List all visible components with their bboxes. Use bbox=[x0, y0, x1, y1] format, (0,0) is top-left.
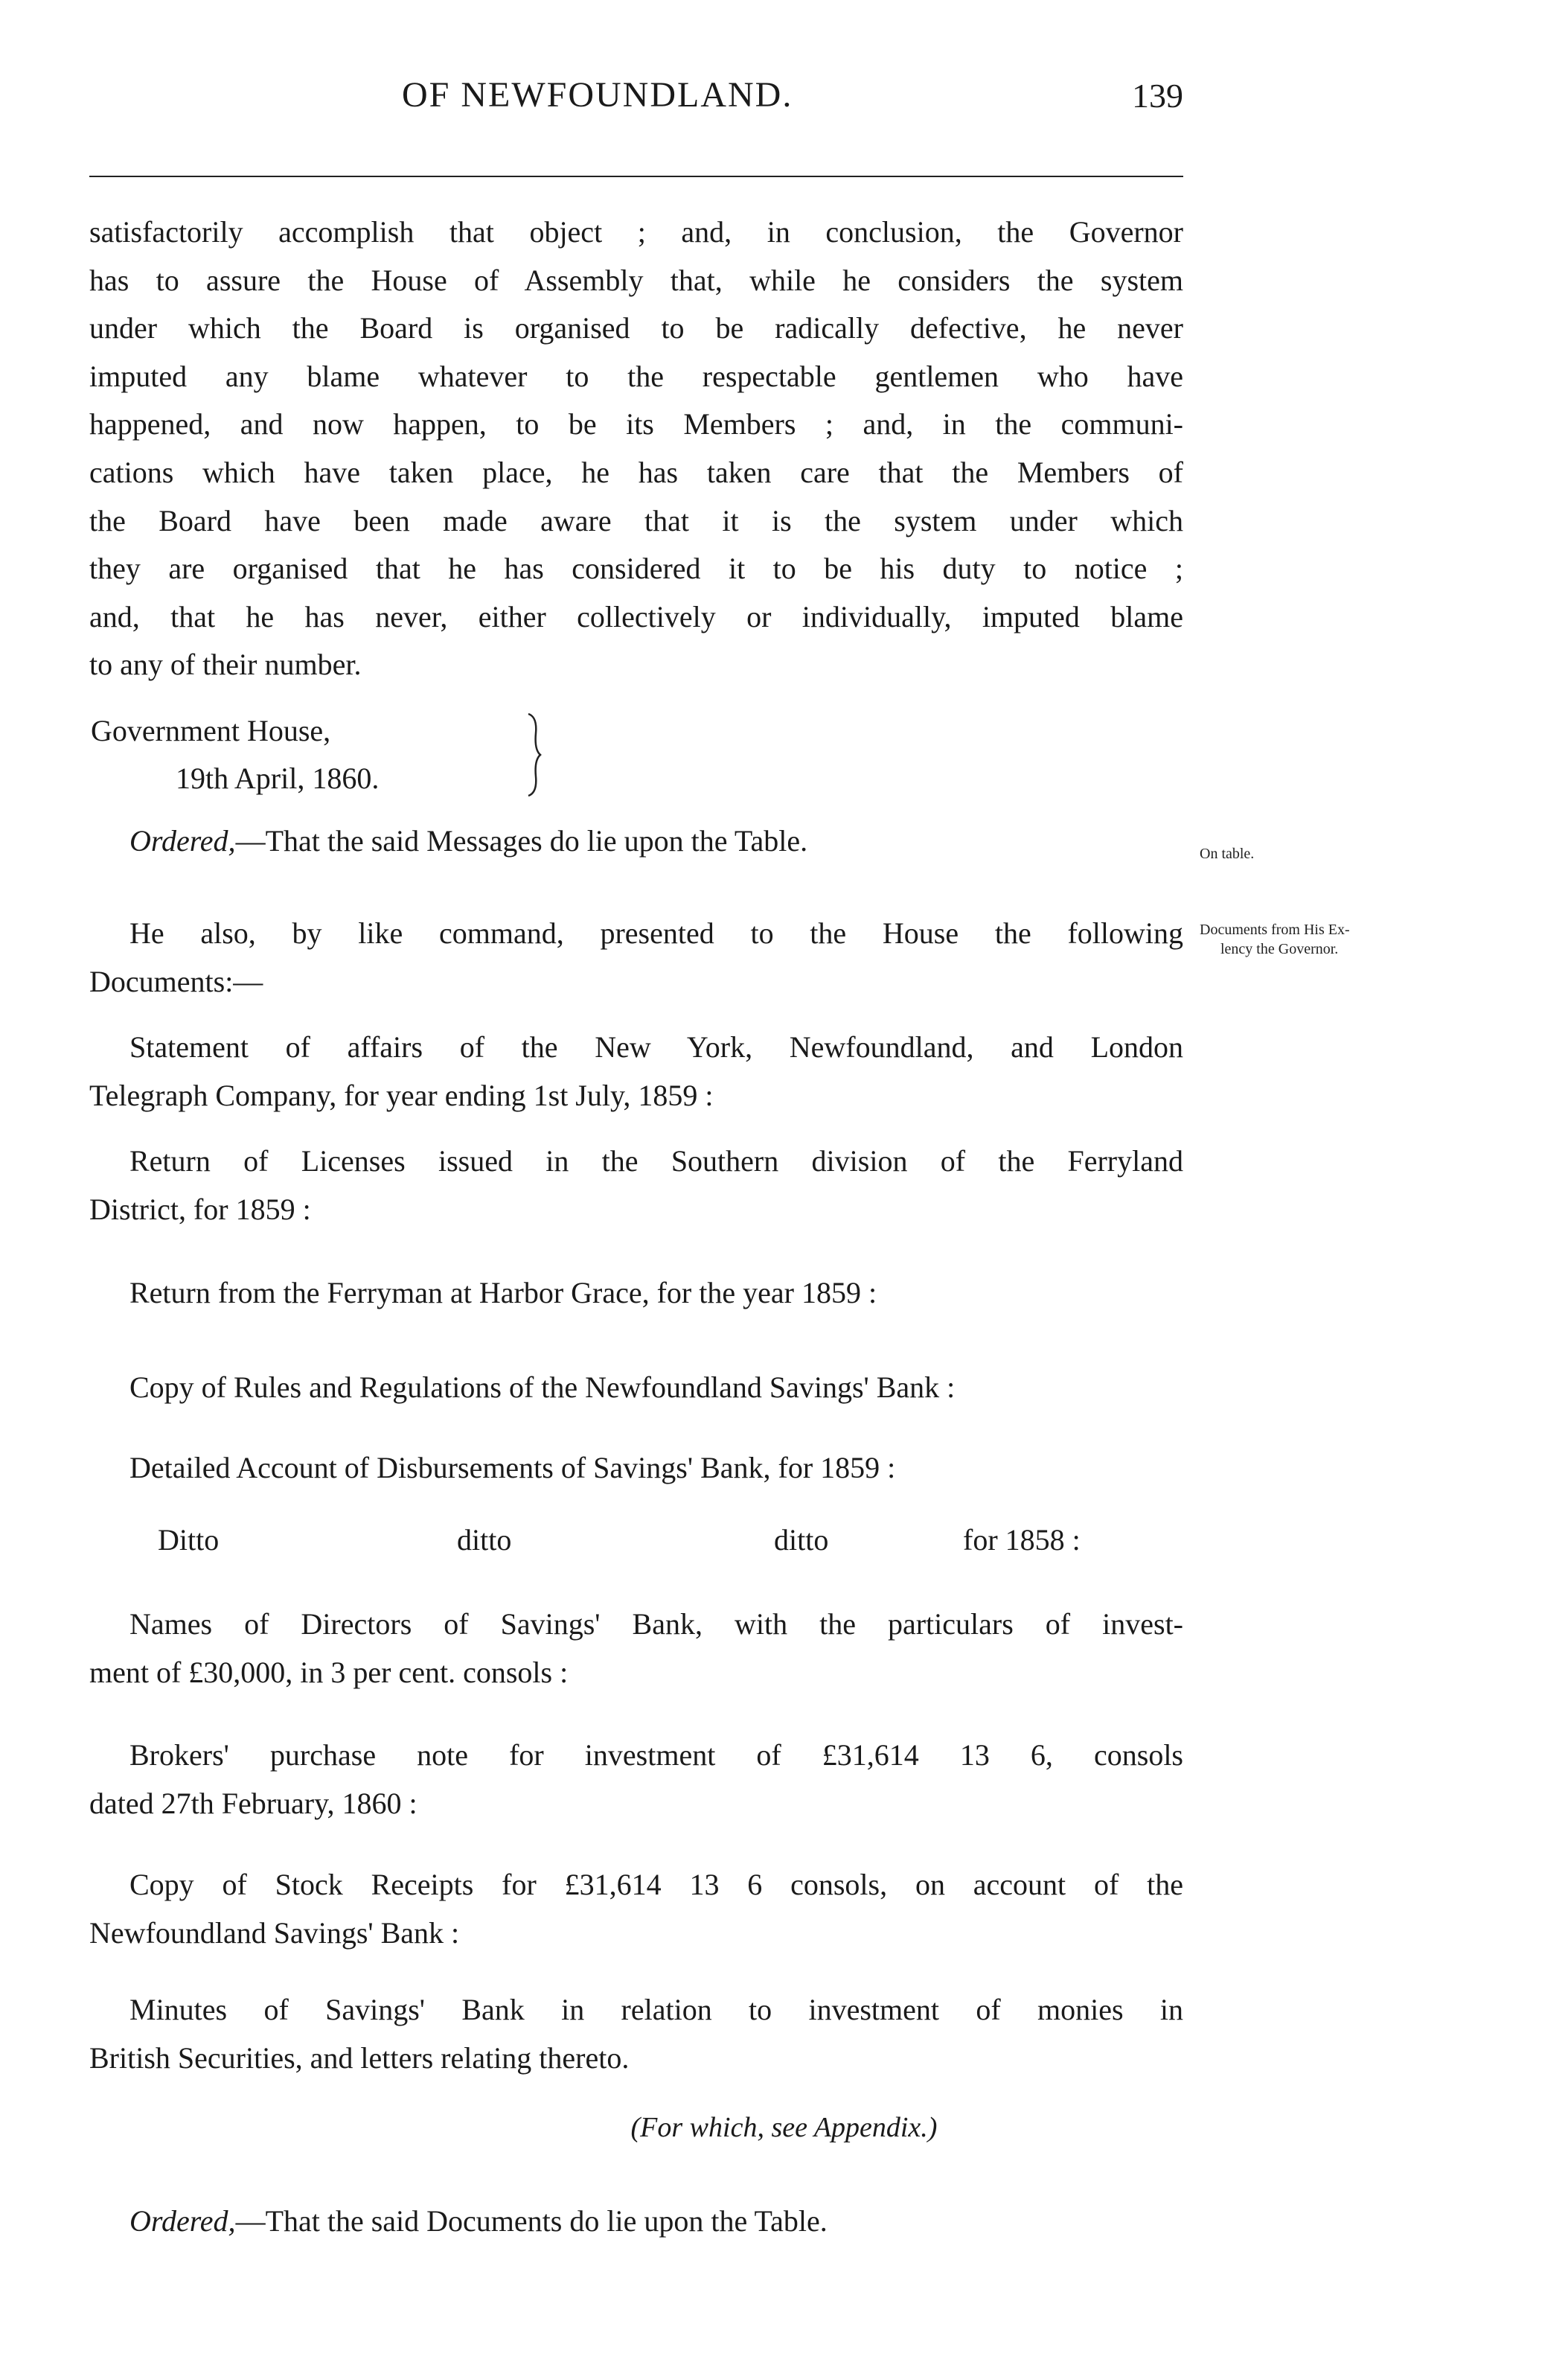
paragraph-line: has to assure the House of Assembly that, while he considers the system bbox=[89, 263, 1183, 297]
paragraph-line: Names of Directors of Savings' Bank, with the particulars of invest- bbox=[129, 1607, 1183, 1641]
ordered-documents bbox=[89, 2198, 1223, 2246]
paragraph-line: dated 27th February, 1860 : bbox=[89, 1786, 417, 1820]
ordered-messages bbox=[89, 817, 1223, 866]
paragraph-line: Copy of Rules and Regulations of the Newfoundland Savings' Bank : bbox=[129, 1370, 956, 1404]
running-title: OF NEWFOUNDLAND. bbox=[402, 75, 793, 115]
document-item bbox=[89, 1986, 1183, 2082]
paragraph-line: Copy of Stock Receipts for £31,614 13 6 consols, on account of the bbox=[129, 1868, 1183, 1901]
paragraph-line: Brokers' purchase note for investment of £31,614 13 6, consols bbox=[129, 1738, 1183, 1772]
presented-paragraph bbox=[89, 910, 1183, 1006]
paragraph-line: the Board have been made aware that it is the system under which bbox=[89, 503, 1183, 537]
paragraph-line: District, for 1859 : bbox=[89, 1192, 311, 1226]
signature-date: 19th April, 1860. bbox=[176, 762, 380, 795]
opening-paragraph bbox=[89, 208, 1183, 689]
paragraph-line: to any of their number. bbox=[89, 648, 362, 682]
document-item bbox=[89, 1269, 1183, 1318]
document-item bbox=[89, 1732, 1183, 1828]
brace-glyph bbox=[525, 711, 543, 799]
margin-note-line: Documents from His Ex- bbox=[1200, 922, 1350, 938]
paragraph-line: ment of £30,000, in 3 per cent. consols : bbox=[89, 1655, 569, 1689]
ditto-cell: Ditto bbox=[158, 1523, 220, 1557]
paragraph-line: Detailed Account of Disbursements of Savings' Bank, for 1859 : bbox=[129, 1451, 896, 1484]
ditto-cell: for 1858 : bbox=[963, 1523, 1081, 1557]
ditto-row bbox=[129, 1522, 1171, 1570]
document-item bbox=[89, 1861, 1183, 1957]
signature-place: Government House, bbox=[91, 714, 331, 747]
page-number: 139 bbox=[1132, 77, 1183, 115]
header-rule bbox=[89, 176, 1183, 177]
paragraph-line: imputed any blame whatever to the respectable gentlemen who have bbox=[89, 359, 1183, 393]
document-item bbox=[89, 1600, 1183, 1697]
ordered-label: Ordered, bbox=[129, 824, 236, 858]
paragraph-line: Minutes of Savings' Bank in relation to investment of monies in bbox=[129, 1993, 1183, 2026]
running-header bbox=[89, 74, 1183, 134]
paragraph-line: Return from the Ferryman at Harbor Grace, for the year 1859 : bbox=[129, 1276, 877, 1309]
paragraph-line: cations which have taken place, he has taken care that the Members of bbox=[89, 455, 1183, 489]
paragraph-line: happened, and now happen, to be its Members ; and, in the communi- bbox=[89, 407, 1183, 441]
paragraph-line: satisfactorily accomplish that object ; and, in conclusion, the Governor bbox=[89, 215, 1183, 249]
margin-note-line: lency the Governor. bbox=[1220, 941, 1339, 957]
signature-block bbox=[91, 707, 379, 802]
paragraph-line: they are organised that he has considered it to be his duty to notice ; bbox=[89, 552, 1183, 586]
ditto-cell: ditto bbox=[774, 1523, 829, 1557]
paragraph-line: Documents:— bbox=[89, 964, 263, 998]
paragraph-line: Return of Licenses issued in the Southern division of the Ferryland bbox=[129, 1144, 1183, 1178]
paragraph-line: Newfoundland Savings' Bank : bbox=[89, 1915, 460, 1950]
paragraph-line: and, that he has never, either collectively or individually, imputed blame bbox=[89, 599, 1183, 633]
margin-note-on-table: On table. bbox=[1200, 846, 1255, 862]
ordered-label: Ordered, bbox=[129, 2204, 236, 2238]
ditto-cell: ditto bbox=[457, 1523, 512, 1557]
paragraph-line: Telegraph Company, for year ending 1st July, 1859 : bbox=[89, 1078, 714, 1112]
appendix-note: (For which, see Appendix.) bbox=[630, 2112, 938, 2143]
paragraph-line: Statement of affairs of the New York, Newfoundland, and London bbox=[129, 1030, 1183, 1064]
margin-note-documents bbox=[1200, 920, 1468, 959]
paragraph-line: under which the Board is organised to be radically defective, he never bbox=[89, 311, 1183, 345]
document-item bbox=[89, 1444, 1183, 1493]
document-item bbox=[89, 1024, 1183, 1120]
ordered-text: —That the said Documents do lie upon the Table. bbox=[235, 2204, 828, 2238]
paragraph-line: British Securities, and letters relating thereto. bbox=[89, 2040, 630, 2075]
document-item bbox=[89, 1364, 1183, 1412]
paragraph-line: He also, by like command, presented to the House the following bbox=[129, 916, 1183, 950]
document-item bbox=[89, 1137, 1183, 1233]
ordered-text: —That the said Messages do lie upon the Table. bbox=[235, 824, 808, 858]
